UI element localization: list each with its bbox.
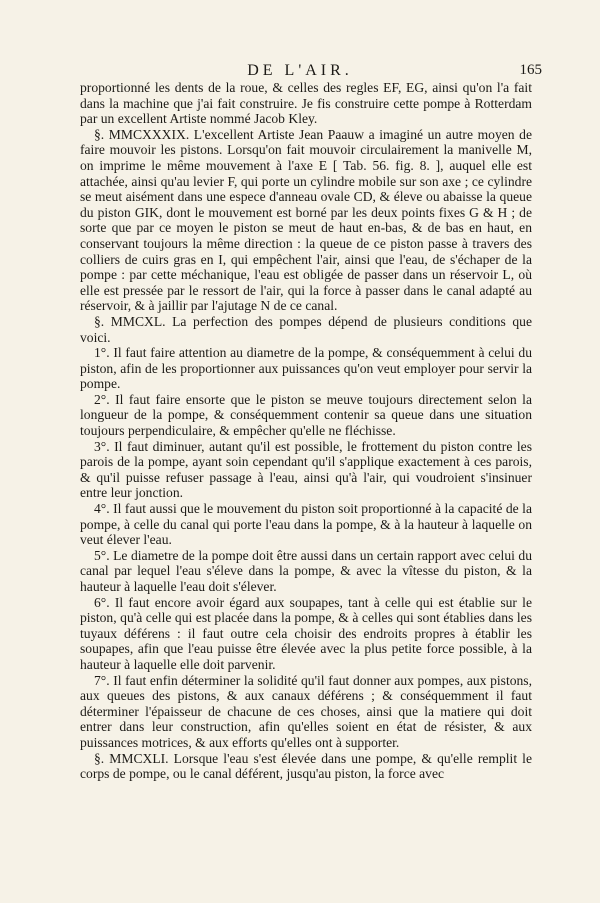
paragraph-section-2141: §. MMCXLI. Lorsque l'eau s'est élevée dans une pompe, & qu'elle remplit le corps de pompe, ou le canal déférent, jusqu'au piston, la force avec (80, 750, 532, 782)
running-head: DE L'AIR. (247, 62, 353, 79)
paragraph-section-2140: §. MMCXL. La perfection des pompes dépend de plusieurs conditions que voici. (80, 313, 532, 345)
paragraph: proportionné les dents de la roue, & celles des regles EF, EG, ainsi qu'on l'a fait dans la machine que j'ai fait construire. Je fis construire cette pompe à Rotterdam par un excellent Artiste nommé Jacob Kley. (80, 80, 532, 127)
page-body (80, 80, 532, 782)
condition-7: 7°. Il faut enfin déterminer la solidité qu'il faut donner aux pompes, aux pistons, aux queues des pistons, & aux canaux déférens ; & conséquemment il faut déterminer l'épaisseur de chacune de ces choses, ainsi que la matiere qui doit entrer dans leur construction, afin qu'elles soient en état de résister, & aux puissances motrices, & aux efforts qu'elles ont à supporter. (80, 672, 532, 750)
condition-2: 2°. Il faut faire ensorte que le piston se meuve toujours directement selon la longueur de la pompe, & conséquemment contenir sa queue dans une situation toujours perpendiculaire, & empêcher qu'elle ne fléchisse. (80, 391, 532, 439)
paragraph-section-2139: §. MMCXXXIX. L'excellent Artiste Jean Paauw a imaginé un autre moyen de faire mouvoir les pistons. Lorsqu'on fait mouvoir circulairement la manivelle M, on imprime le même mouvement à l'axe E [ Tab. 56. fig. 8. ], auquel elle est attachée, ainsi qu'au levier F, qui porte un cylindre mobile sur son axe ; ce cylindre se meut aisément dans une espece d'anneau ovale CD, & éleve ou abaisse la queue du piston GIK, dont le mouvement est borné par les deux points fixes G & H ; de sorte que par ce moyen le piston se meut de haut en-bas, & de bas en haut, en conservant toujours la même direction : la queue de ce piston passe à travers des colliers de cuirs gras en I, qui empêchent l'air, ainsi que l'eau, de s'échaper de la pompe : par cette méchanique, l'eau est obligée de passer dans un réservoir L, où elle est pressée par le ressort de l'air, qui la force à passer dans le canal adapté au réservoir, & à jaillir par l'ajutage N de ce canal. (80, 126, 532, 314)
condition-3: 3°. Il faut diminuer, autant qu'il est possible, le frottement du piston contre les parois de la pompe, ayant soin cependant qu'il s'applique exactement à ces parois, & qu'il puisse refuser passage à l'eau, ainsi qu'à l'air, qui voudroient s'insinuer entre leur jonction. (80, 438, 532, 501)
condition-5: 5°. Le diametre de la pompe doit être aussi dans un certain rapport avec celui du canal par lequel l'eau s'éleve dans la pompe, & avec la vîtesse du piston, & la hauteur à laquelle l'eau doit s'élever. (80, 547, 532, 594)
condition-1: 1°. Il faut faire attention au diametre de la pompe, & conséquemment à celui du piston, afin de les proportionner aux puissances qu'on veut employer pour servir la pompe. (80, 345, 532, 392)
page-number: 165 (519, 62, 542, 78)
condition-6: 6°. Il faut encore avoir égard aux soupapes, tant à celle qui est établie sur le piston, qu'à celle qui est placée dans la pompe, & à celles qui sont établies dans les tuyaux déférens : il faut outre cela choisir des endroits propres à établir les soupapes, afin que l'eau puisse être élevée avec la plus petite force possible, à la hauteur à laquelle elle doit parvenir. (80, 594, 532, 672)
condition-4: 4°. Il faut aussi que le mouvement du piston soit proportionné à la capacité de la pompe, à celle du canal qui porte l'eau dans la pompe, & à la hauteur à laquelle on veut élever l'eau. (80, 501, 532, 548)
